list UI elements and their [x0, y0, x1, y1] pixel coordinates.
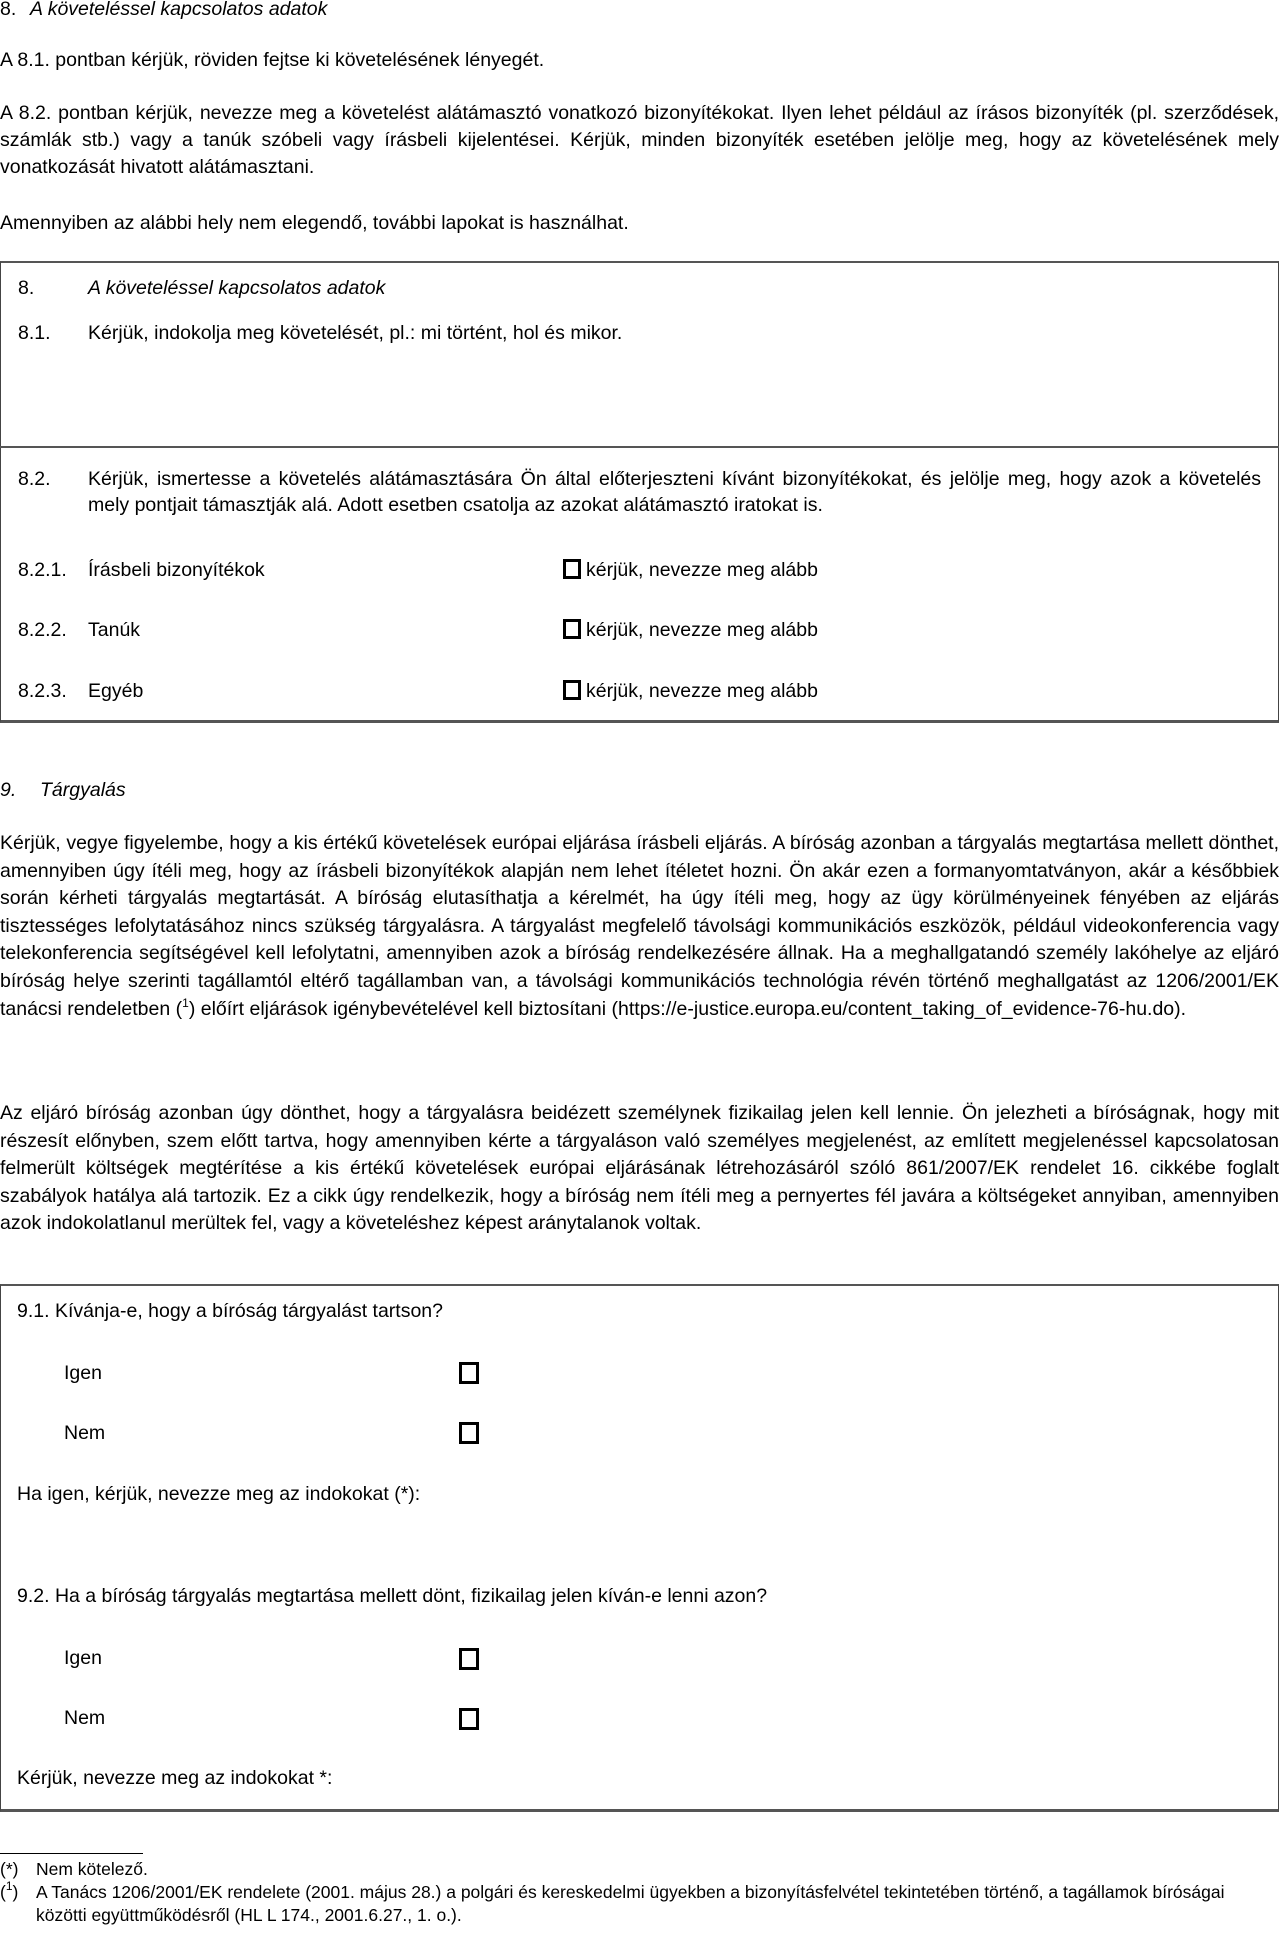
form-8-heading-title: A követeléssel kapcsolatos adatok	[88, 277, 386, 299]
evidence-label: Tanúk	[88, 619, 141, 641]
paragraph-text: Kérjük, vegye figyelembe, hogy a kis értékű követelések európai eljárása írásbeli eljárás. A bíróság azonban a tárgyalás megtartása mellett dönthet, amennyiben úgy ítéli meg, hogy az írásbeli bizonyítékok alapján nem lehet ítéletet hozni. Ön akár ezen a formanyomtatványon, akár a későbbiek során kérheti tárgyalás megtartását. A bíróság elutasíthatja a kérelmét, ha úgy ítéli meg, hogy az ügy körülményeinek fényében az eljárás tisztességes lefolytatásához nincs szükség tárgyalásra. A tárgyalást megfelelő távolsági kommunikációs eszközök, például videokonferencia vagy telekonferencia segítségével kell lefolytatni, amennyiben azok a bíróság rendelkezésére állnak. Ha a meghallgatandó személy lakóhelye az eljáró bíróság helye szerinti tagállamtól eltérő tagállamban van, a távolsági kommunikációs technológia révén történő meghallgatást az 1206/2001/EK tanácsi rendeletben (	[0, 832, 1279, 1020]
checkbox-icon[interactable]	[459, 1648, 479, 1670]
evidence-option[interactable]	[563, 678, 818, 704]
footnote-text: Nem kötelező.	[36, 1859, 148, 1879]
form-8-heading-number: 8.	[18, 277, 35, 299]
paragraph-text: ) előírt eljárások igénybevételével kell biztosítani (https://e-justice.europa.eu/content_taking_of_evidence-76-hu.do).	[188, 997, 1187, 1020]
footnote-mark-close: )	[12, 1882, 19, 1902]
question-9-1-reason: Ha igen, kérjük, nevezze meg az indokokat (*):	[17, 1483, 421, 1505]
form-8-heading	[18, 275, 385, 301]
evidence-row	[18, 557, 1258, 583]
section-9-title: Tárgyalás	[40, 779, 126, 801]
checkbox-icon[interactable]	[563, 559, 581, 579]
evidence-label: Egyéb	[88, 680, 144, 702]
evidence-number: 8.2.2.	[18, 619, 67, 641]
footnote-mark-open: (	[0, 1882, 6, 1902]
checkbox-icon[interactable]	[459, 1362, 479, 1384]
question-9-2-reason: Kérjük, nevezze meg az indokokat *:	[17, 1767, 333, 1789]
question-9-2: 9.2. Ha a bíróság tárgyalás megtartása mellett dönt, fizikailag jelen kíván-e lenni azon?	[17, 1585, 768, 1607]
question-9-1: 9.1. Kívánja-e, hogy a bíróság tárgyalást tartson?	[17, 1300, 444, 1322]
question-8-1	[18, 320, 622, 346]
option-label: Nem	[64, 1707, 106, 1729]
question-8-2	[18, 466, 1261, 518]
footnote	[0, 1858, 148, 1880]
checkbox-icon[interactable]	[563, 680, 581, 700]
footnote-separator	[0, 1853, 143, 1854]
evidence-option[interactable]	[563, 557, 818, 583]
section-8-heading	[0, 0, 327, 22]
question-8-1-text: Kérjük, indokolja meg követelését, pl.: mi történt, hol és mikor.	[88, 322, 623, 344]
answer-8-1-field[interactable]	[18, 365, 1258, 440]
divider	[0, 446, 1279, 448]
section-8-title: A követeléssel kapcsolatos adatok	[30, 0, 328, 20]
section-8-intro-1: A 8.1. pontban kérjük, röviden fejtse ki követelésének lényegét.	[0, 49, 545, 71]
footnote-text: A Tanács 1206/2001/EK rendelete (2001. május 28.) a polgári és kereskedelmi ügyekben a bizonyításfelvétel tekintetében történő, a tagállamok bíróságai közötti együttműködésről (HL L 174., 2001.6.27., 1. o.).	[36, 1882, 1225, 1925]
section-9-number: 9.	[0, 779, 17, 801]
footnote-ref[interactable]: 1	[182, 995, 189, 1010]
section-8-intro-3: Amennyiben az alábbi hely nem elegendő, további lapokat is használhat.	[0, 212, 629, 234]
footnote	[0, 1881, 1279, 1927]
checkbox-icon[interactable]	[459, 1708, 479, 1730]
section-9-heading	[0, 777, 126, 803]
evidence-row	[18, 617, 1258, 643]
footnote-mark	[0, 1881, 18, 1904]
section-9-paragraph-2: Az eljáró bíróság azonban úgy dönthet, hogy a tárgyalásra beidézett személynek fizikailag jelen kell lennie. Ön jelezheti a bíróságnak, hogy mit részesít előnyben, szem előtt tartva, hogy amennyiben kérte a tárgyaláson való személyes megjelenést, az említett megjelenéssel kapcsolatosan felmerült költségek megtérítése a kis értékű követelések európai eljárásának létrehozásáról szóló 861/2007/EK rendelet 16. cikkébe foglalt szabályok hatálya alá tartozik. Ez a cikk úgy rendelkezik, hogy a bíróság nem ítéli meg a pernyertes fél javára a költségeket annyiban, amennyiben azok indokolatlanul merültek fel, vagy a követeléshez képest aránytalanok voltak.	[0, 1102, 1279, 1235]
evidence-row	[18, 678, 1258, 704]
checkbox-icon[interactable]	[459, 1422, 479, 1444]
evidence-option-label: kérjük, nevezze meg alább	[586, 619, 818, 641]
footnote-mark-number: 1	[5, 1879, 13, 1893]
evidence-option-label: kérjük, nevezze meg alább	[586, 680, 818, 702]
question-8-1-number: 8.1.	[18, 322, 51, 344]
question-8-2-text: Kérjük, ismertesse a követelés alátámasztására Ön által előterjeszteni kívánt bizonyítékokat, és jelölje meg, hogy azok a követelés mely pontjait támasztják alá. Adott esetben csatolja az azokat alátámasztó iratokat is.	[88, 468, 1261, 516]
section-9-paragraph-1	[0, 830, 1279, 1023]
reason-9-1-field[interactable]	[17, 1545, 1257, 1585]
evidence-option-label: kérjük, nevezze meg alább	[586, 559, 818, 581]
evidence-number: 8.2.3.	[18, 680, 67, 702]
evidence-option[interactable]	[563, 617, 818, 643]
option-label: Nem	[64, 1422, 106, 1444]
footnote-mark: (*)	[0, 1859, 19, 1879]
question-8-2-number: 8.2.	[18, 468, 51, 490]
evidence-label: Írásbeli bizonyítékok	[88, 559, 265, 581]
evidence-number: 8.2.1.	[18, 559, 67, 581]
option-label: Igen	[64, 1647, 102, 1669]
checkbox-icon[interactable]	[563, 619, 581, 639]
option-label: Igen	[64, 1362, 102, 1384]
section-8-number: 8.	[0, 0, 17, 20]
section-8-intro-2: A 8.2. pontban kérjük, nevezze meg a követelést alátámasztó vonatkozó bizonyítékokat. Ilyen lehet például az írásos bizonyíték (pl. szerződések, számlák stb.) vagy a tanúk szóbeli vagy írásbeli kijelentései. Kérjük, minden bizonyíték esetében jelölje meg, hogy az követelésének mely vonatkozását hivatott alátámasztani.	[0, 102, 1279, 178]
